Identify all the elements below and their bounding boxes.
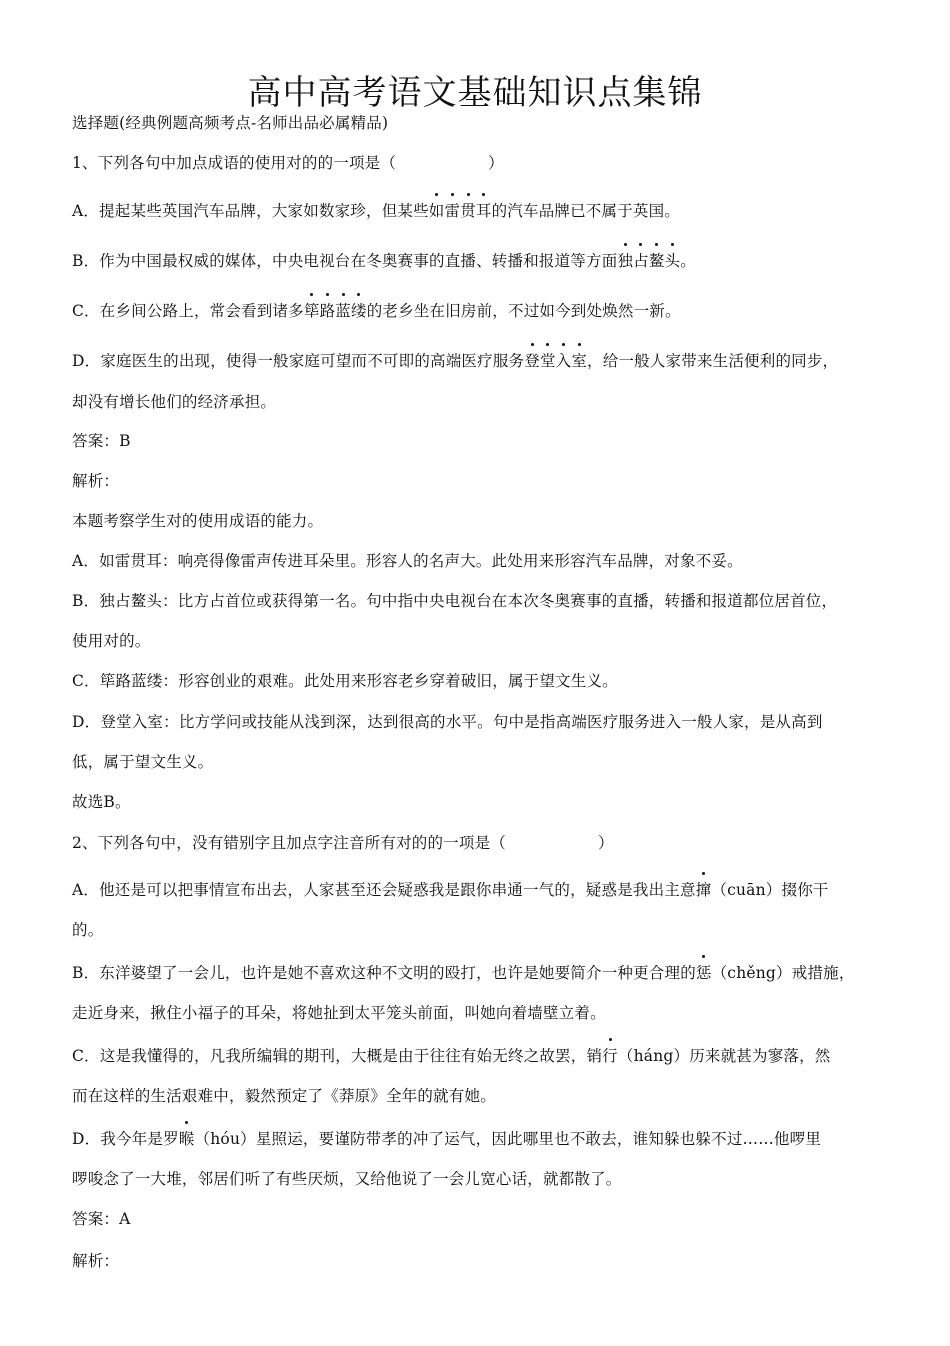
q2-answer: 答案：A bbox=[72, 1210, 131, 1228]
subtitle: 选择题(经典例题高频考点-名师出品必属精品) bbox=[72, 114, 389, 132]
q2-stem-close: ） bbox=[597, 834, 614, 852]
q1-option-b bbox=[72, 250, 887, 272]
q1-stem-close: ） bbox=[488, 154, 504, 172]
option-text: 的汽车品牌已不属于英国。 bbox=[491, 202, 681, 220]
q2-stem bbox=[72, 832, 887, 854]
option-text: 。 bbox=[680, 252, 696, 270]
q1-option-a bbox=[72, 200, 887, 222]
q1-stem-text: 1、下列各句中加点成语的使用对的的一项是（ bbox=[72, 154, 397, 172]
q1-analysis-label: 解析： bbox=[72, 472, 120, 490]
option-text: 的老乡坐在旧房前，不过如今到处焕然一新。 bbox=[366, 302, 681, 320]
option-text: D．我今年是罗 bbox=[72, 1130, 179, 1148]
q1-option-c bbox=[72, 300, 887, 322]
q2-option-c bbox=[72, 1045, 887, 1067]
option-text: （hóu）星照运，要谨防带孝的冲了运气，因此哪里也不敢去，谁知躲也躲不过……他啰里 bbox=[194, 1130, 822, 1148]
page-title: 高中高考语文基础知识点集锦 bbox=[247, 73, 703, 113]
analysis-line: C．筚路蓝缕：形容创业的艰难。此处用来形容老乡穿着破旧，属于望文生义。 bbox=[72, 672, 618, 690]
option-text: （chěng）戒措施， bbox=[711, 964, 855, 982]
q2-option-d-cont: 啰唆念了一大堆，邻居们听了有些厌烦，又给他说了一会儿宽心话，就都散了。 bbox=[72, 1170, 622, 1188]
q2-option-a bbox=[72, 879, 887, 901]
q2-stem-text: 2、下列各句中，没有错别字且加点字注音所有对的的一项是（ bbox=[72, 834, 506, 852]
analysis-line: 低，属于望文生义。 bbox=[72, 753, 214, 771]
analysis-line: A．如雷贯耳：响亮得像雷声传进耳朵里。形容人的名声大。此处用来形容汽车品牌，对象不妥。 bbox=[72, 552, 743, 570]
q2-option-b-cont: 走近身来，揪住小福子的耳朵，将她扯到太平笼头前面，叫她向着墙壁立着。 bbox=[72, 1004, 606, 1022]
dotted-char: 堂 bbox=[539, 352, 556, 370]
q1-option-d bbox=[72, 350, 887, 372]
dotted-char: 独 bbox=[617, 252, 634, 270]
dotted-char: 雷 bbox=[444, 202, 461, 220]
q2-option-d bbox=[72, 1128, 887, 1150]
q1-option-d-cont: 却没有增长他们的经济承担。 bbox=[72, 393, 277, 411]
dotted-char: 睺 bbox=[178, 1130, 195, 1148]
analysis-line: B．独占鳌头：比方占首位或获得第一名。句中指中央电视台在本次冬奥赛事的直播，转播和报道都位居首位， bbox=[72, 592, 838, 610]
analysis-line: D．登堂入室：比方学问或技能从浅到深，达到很高的水平。句中是指高端医疗服务进入一般人家，是从高到 bbox=[72, 713, 823, 731]
q1-answer: 答案：B bbox=[72, 432, 131, 450]
dotted-char: 室 bbox=[571, 352, 588, 370]
dotted-char: 缕 bbox=[350, 302, 367, 320]
option-text: D．家庭医生的出现，使得一般家庭可望而不可即的高端医疗服务 bbox=[72, 352, 525, 370]
analysis-line: 本题考察学生对的使用成语的能力。 bbox=[72, 512, 324, 530]
q2-option-c-cont: 而在这样的生活艰难中，毅然预定了《莽原》全年的就有她。 bbox=[72, 1087, 496, 1105]
option-text: A．他还是可以把事情宣布出去，人家甚至还会疑惑我是跟你串通一气的，疑惑是我出主意 bbox=[72, 881, 696, 899]
option-text: （cuān）掇你干 bbox=[711, 881, 829, 899]
dotted-char: 蓝 bbox=[335, 302, 351, 320]
option-text: B．作为中国最权威的媒体，中央电视台在冬奥赛事的直播、转播和报道等方面 bbox=[72, 252, 618, 270]
dotted-char: 入 bbox=[555, 352, 572, 370]
q2-option-b bbox=[72, 962, 887, 984]
dotted-char: 占 bbox=[633, 252, 649, 270]
dotted-char: 行 bbox=[602, 1047, 618, 1065]
option-text: A．提起某些英国汽车品牌，大家如数家珍，但某些 bbox=[72, 202, 429, 220]
dotted-char: 头 bbox=[664, 252, 681, 270]
dotted-char: 撺 bbox=[695, 881, 712, 899]
dotted-char: 贯 bbox=[460, 202, 476, 220]
dotted-char: 鳌 bbox=[648, 252, 665, 270]
q2-option-a-cont: 的。 bbox=[72, 921, 104, 939]
q2-analysis-label: 解析： bbox=[72, 1252, 120, 1270]
dotted-char: 筚 bbox=[303, 302, 320, 320]
analysis-line: 使用对的。 bbox=[72, 632, 151, 650]
option-text: C．在乡间公路上，常会看到诸多 bbox=[72, 302, 304, 320]
dotted-char: 惩 bbox=[695, 964, 712, 982]
analysis-line: 故选B。 bbox=[72, 793, 131, 811]
option-text: ，给一般人家带来生活便利的同步， bbox=[587, 352, 839, 370]
option-text: C．这是我懂得的，凡我所编辑的期刊，大概是由于往往有始无终之故罢，销 bbox=[72, 1047, 603, 1065]
dotted-char: 耳 bbox=[475, 202, 492, 220]
dotted-char: 路 bbox=[319, 302, 336, 320]
q1-stem bbox=[72, 152, 887, 174]
option-text: （háng）历来就甚为寥落，然 bbox=[617, 1047, 831, 1065]
option-text: B．东洋婆望了一会儿，也许是她不喜欢这种不文明的殴打，也许是她要简介一种更合理的 bbox=[72, 964, 696, 982]
dotted-char: 如 bbox=[428, 202, 445, 220]
dotted-char: 登 bbox=[524, 352, 540, 370]
